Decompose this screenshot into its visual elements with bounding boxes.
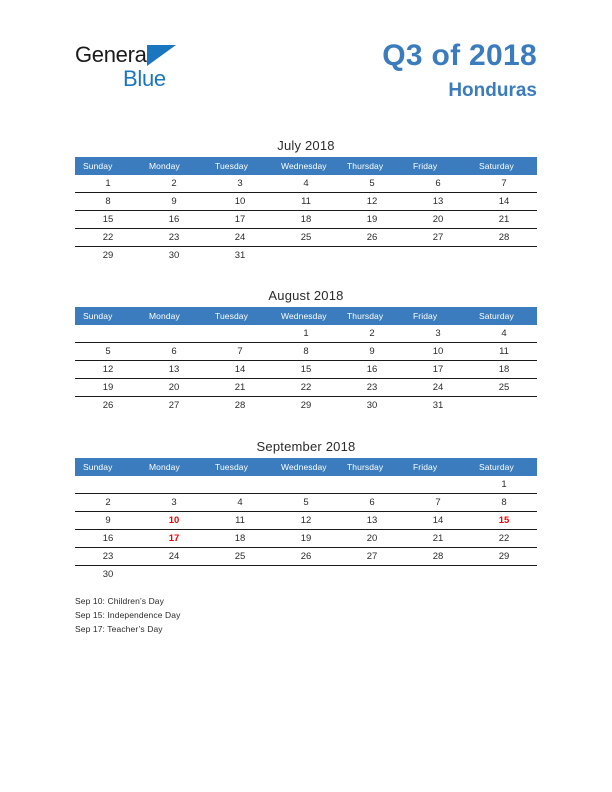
day-cell[interactable]: 20 <box>405 211 471 229</box>
calendar-table <box>75 157 537 264</box>
week-row <box>75 379 537 397</box>
day-cell[interactable]: 8 <box>75 193 141 211</box>
weekday-header-tuesday: Tuesday <box>207 307 273 325</box>
month-title: July 2018 <box>277 138 335 153</box>
weekday-header-tuesday: Tuesday <box>207 458 273 476</box>
day-cell[interactable]: 16 <box>75 530 141 548</box>
day-cell[interactable]: 5 <box>339 175 405 193</box>
page-title: Q3 of 2018 <box>382 39 537 72</box>
day-cell[interactable]: 1 <box>75 175 141 193</box>
day-cell-empty <box>471 247 537 265</box>
day-cell[interactable]: 3 <box>141 494 207 512</box>
day-cell[interactable]: 28 <box>234 400 246 411</box>
day-cell[interactable]: 12 <box>273 512 339 530</box>
day-cell[interactable]: 14 <box>405 512 471 530</box>
legend-item: Sep 15: Independence Day <box>75 610 181 620</box>
day-cell-holiday[interactable]: 17 <box>141 530 207 548</box>
week-row <box>75 566 537 584</box>
day-cell[interactable]: 26 <box>102 400 114 411</box>
day-cell-holiday[interactable]: 10 <box>141 512 207 530</box>
weekday-header-monday: Monday <box>141 307 207 325</box>
day-cell[interactable]: 18 <box>207 530 273 548</box>
day-cell[interactable]: 19 <box>339 211 405 229</box>
day-cell[interactable]: 9 <box>339 343 405 361</box>
day-cell-empty <box>339 476 405 494</box>
day-cell[interactable]: 26 <box>273 548 339 566</box>
holiday-legend <box>75 594 475 636</box>
day-cell[interactable]: 21 <box>471 211 537 229</box>
week-row <box>75 229 537 247</box>
day-cell[interactable]: 12 <box>75 361 141 379</box>
day-cell[interactable]: 27 <box>168 400 180 411</box>
day-cell[interactable]: 1 <box>471 476 537 494</box>
weekday-header-row <box>75 157 537 175</box>
day-cell[interactable]: 19 <box>273 530 339 548</box>
day-cell[interactable]: 5 <box>75 343 141 361</box>
day-cell[interactable]: 7 <box>405 494 471 512</box>
day-cell[interactable]: 30 <box>102 569 114 580</box>
calendar-table <box>75 458 537 583</box>
day-cell-empty <box>141 566 207 584</box>
day-cell[interactable]: 30 <box>366 400 378 411</box>
weekday-header-friday: Friday <box>405 307 471 325</box>
day-cell-empty <box>141 476 207 494</box>
month-title: September 2018 <box>256 439 356 454</box>
day-cell-empty <box>141 325 207 343</box>
day-cell[interactable]: 13 <box>405 193 471 211</box>
week-row <box>75 193 537 211</box>
day-cell[interactable]: 7 <box>207 343 273 361</box>
week-row <box>75 247 537 265</box>
day-cell[interactable]: 9 <box>141 193 207 211</box>
weekday-header-sunday: Sunday <box>75 458 141 476</box>
day-cell-empty <box>273 247 339 265</box>
day-cell[interactable]: 23 <box>141 229 207 247</box>
page-header <box>0 0 612 130</box>
day-cell-empty <box>207 325 273 343</box>
day-cell[interactable]: 25 <box>273 229 339 247</box>
week-row <box>75 397 537 415</box>
day-cell[interactable]: 29 <box>300 400 312 411</box>
day-cell[interactable]: 28 <box>405 548 471 566</box>
day-cell[interactable]: 20 <box>141 379 207 397</box>
day-cell[interactable]: 28 <box>471 229 537 247</box>
day-cell[interactable]: 24 <box>141 548 207 566</box>
day-cell-empty <box>273 476 339 494</box>
day-cell[interactable]: 27 <box>339 548 405 566</box>
day-cell[interactable]: 21 <box>405 530 471 548</box>
day-cell[interactable]: 11 <box>207 512 273 530</box>
weekday-header-sunday: Sunday <box>75 307 141 325</box>
weekday-header-thursday: Thursday <box>339 157 405 175</box>
day-cell[interactable]: 22 <box>75 229 141 247</box>
day-cell-empty <box>339 566 405 584</box>
day-cell-empty <box>207 566 273 584</box>
day-cell-empty <box>405 247 471 265</box>
day-cell[interactable]: 8 <box>471 494 537 512</box>
day-cell-empty <box>273 566 339 584</box>
day-cell[interactable]: 21 <box>207 379 273 397</box>
weekday-header-monday: Monday <box>141 157 207 175</box>
day-cell-empty <box>405 476 471 494</box>
legend-item: Sep 10: Children’s Day <box>75 596 164 606</box>
day-cell[interactable]: 6 <box>405 175 471 193</box>
weekday-header-row <box>75 458 537 476</box>
day-cell[interactable]: 9 <box>75 512 141 530</box>
day-cell[interactable]: 6 <box>339 494 405 512</box>
day-cell[interactable]: 14 <box>471 193 537 211</box>
week-row <box>75 530 537 548</box>
weekday-header-friday: Friday <box>405 157 471 175</box>
day-cell[interactable]: 15 <box>273 361 339 379</box>
legend-item: Sep 17: Teacher’s Day <box>75 624 163 634</box>
day-cell-empty <box>471 566 537 584</box>
week-row <box>75 494 537 512</box>
day-cell[interactable]: 1 <box>273 325 339 343</box>
logo-text-general: General <box>75 42 152 67</box>
week-row <box>75 175 537 193</box>
week-row <box>75 211 537 229</box>
day-cell[interactable]: 6 <box>141 343 207 361</box>
general-blue-logo <box>75 42 275 98</box>
week-row <box>75 361 537 379</box>
day-cell-empty <box>405 566 471 584</box>
day-cell[interactable]: 14 <box>207 361 273 379</box>
day-cell[interactable]: 12 <box>339 193 405 211</box>
day-cell[interactable]: 4 <box>207 494 273 512</box>
day-cell[interactable]: 13 <box>141 361 207 379</box>
day-cell-empty <box>75 476 141 494</box>
day-cell-empty <box>75 325 141 343</box>
day-cell-empty <box>471 397 537 415</box>
day-cell[interactable]: 23 <box>339 379 405 397</box>
day-cell[interactable]: 23 <box>75 548 141 566</box>
day-cell[interactable]: 27 <box>405 229 471 247</box>
week-row <box>75 325 537 343</box>
day-cell[interactable]: 17 <box>207 211 273 229</box>
day-cell[interactable]: 13 <box>339 512 405 530</box>
day-cell[interactable]: 4 <box>273 175 339 193</box>
title-block <box>382 38 537 104</box>
month-block-july <box>75 136 537 264</box>
week-row <box>75 512 537 530</box>
weekday-header-row <box>75 307 537 325</box>
month-title: August 2018 <box>268 288 344 303</box>
day-cell[interactable]: 29 <box>471 548 537 566</box>
day-cell[interactable]: 2 <box>141 175 207 193</box>
logo-triangle-icon <box>147 45 176 66</box>
weekday-header-monday: Monday <box>141 458 207 476</box>
day-cell[interactable]: 31 <box>432 400 444 411</box>
day-cell-holiday[interactable]: 15 <box>471 512 537 530</box>
day-cell[interactable]: 16 <box>339 361 405 379</box>
day-cell[interactable]: 30 <box>168 250 180 261</box>
day-cell[interactable]: 3 <box>405 325 471 343</box>
weekday-header-wednesday: Wednesday <box>273 307 339 325</box>
week-row <box>75 548 537 566</box>
month-block-august <box>75 286 537 414</box>
day-cell[interactable]: 8 <box>273 343 339 361</box>
day-cell[interactable]: 5 <box>273 494 339 512</box>
day-cell[interactable]: 15 <box>75 211 141 229</box>
weekday-header-friday: Friday <box>405 458 471 476</box>
day-cell[interactable]: 22 <box>273 379 339 397</box>
weekday-header-wednesday: Wednesday <box>273 157 339 175</box>
weekday-header-saturday: Saturday <box>471 157 537 175</box>
day-cell[interactable]: 26 <box>339 229 405 247</box>
weekday-header-saturday: Saturday <box>471 307 537 325</box>
day-cell[interactable]: 2 <box>339 325 405 343</box>
day-cell[interactable]: 7 <box>471 175 537 193</box>
page-subtitle: Honduras <box>448 80 537 101</box>
week-row <box>75 343 537 361</box>
day-cell[interactable]: 17 <box>405 361 471 379</box>
day-cell[interactable]: 25 <box>471 379 537 397</box>
day-cell[interactable]: 18 <box>273 211 339 229</box>
weekday-header-thursday: Thursday <box>339 307 405 325</box>
day-cell[interactable]: 31 <box>234 250 246 261</box>
day-cell[interactable]: 11 <box>273 193 339 211</box>
day-cell-empty <box>207 476 273 494</box>
day-cell[interactable]: 19 <box>75 379 141 397</box>
day-cell[interactable]: 29 <box>102 250 114 261</box>
weekday-header-saturday: Saturday <box>471 458 537 476</box>
week-row <box>75 476 537 494</box>
logo-text-blue: Blue <box>123 66 166 91</box>
day-cell-empty <box>339 247 405 265</box>
weekday-header-wednesday: Wednesday <box>273 458 339 476</box>
day-cell[interactable]: 2 <box>75 494 141 512</box>
day-cell[interactable]: 20 <box>339 530 405 548</box>
day-cell[interactable]: 16 <box>141 211 207 229</box>
weekday-header-thursday: Thursday <box>339 458 405 476</box>
day-cell[interactable]: 3 <box>207 175 273 193</box>
day-cell[interactable]: 22 <box>471 530 537 548</box>
day-cell[interactable]: 24 <box>405 379 471 397</box>
day-cell[interactable]: 11 <box>471 343 537 361</box>
day-cell[interactable]: 10 <box>405 343 471 361</box>
day-cell[interactable]: 4 <box>471 325 537 343</box>
month-block-september <box>75 437 537 583</box>
calendar-table <box>75 307 537 414</box>
day-cell[interactable]: 24 <box>207 229 273 247</box>
weekday-header-sunday: Sunday <box>75 157 141 175</box>
day-cell[interactable]: 18 <box>471 361 537 379</box>
weekday-header-tuesday: Tuesday <box>207 157 273 175</box>
day-cell[interactable]: 25 <box>207 548 273 566</box>
day-cell[interactable]: 10 <box>207 193 273 211</box>
